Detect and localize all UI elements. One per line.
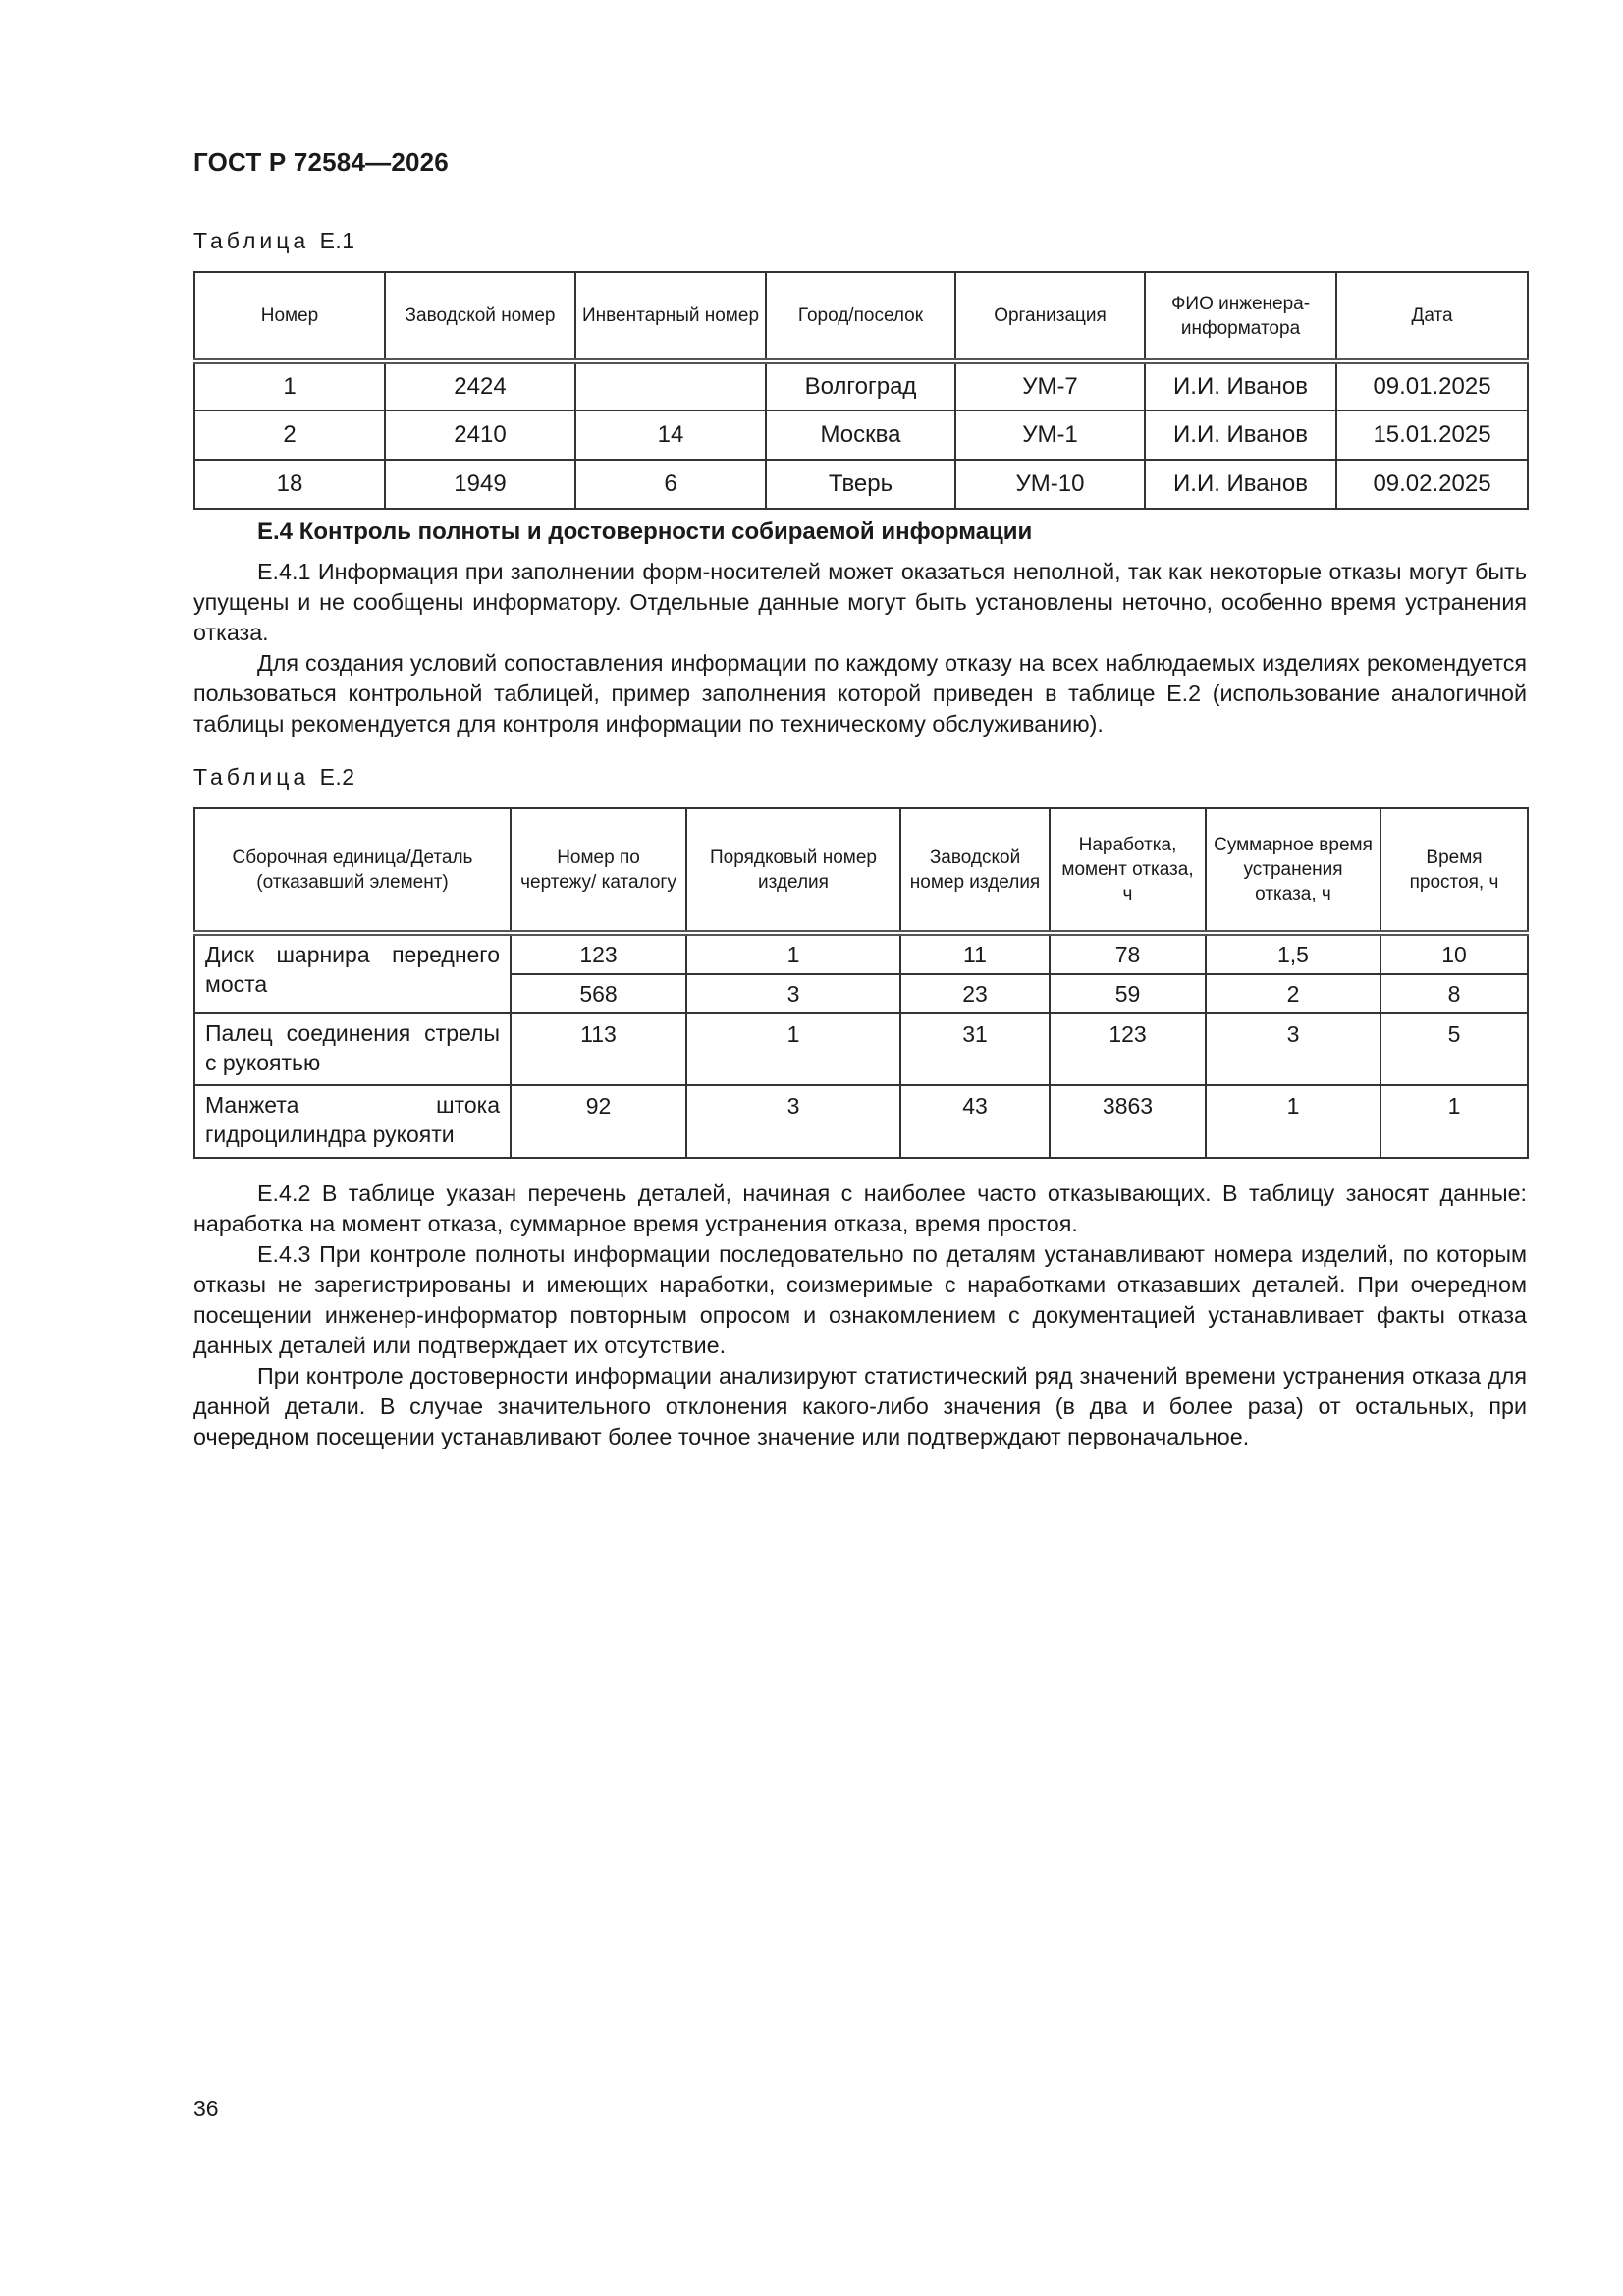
table-e1-caption — [193, 228, 355, 254]
table-e2-header-cell: Порядковый номер изделия — [686, 808, 900, 933]
table-cell: УМ-1 — [955, 410, 1145, 460]
table-cell: 78 — [1050, 933, 1206, 974]
table-row — [194, 410, 1528, 460]
page-number: 36 — [193, 2096, 219, 2121]
table-cell: Москва — [766, 410, 955, 460]
table-row — [194, 933, 1528, 974]
table-cell: 3 — [686, 1085, 900, 1158]
table-cell: УМ-7 — [955, 361, 1145, 410]
table-cell: 92 — [511, 1085, 686, 1158]
table-cell: 113 — [511, 1013, 686, 1085]
table-cell: 3 — [686, 974, 900, 1013]
table-cell: 1 — [1380, 1085, 1528, 1158]
table-cell: И.И. Иванов — [1145, 460, 1336, 509]
table-cell: 09.01.2025 — [1336, 361, 1528, 410]
document-code: ГОСТ Р 72584—2026 — [193, 147, 449, 177]
table-cell: 1,5 — [1206, 933, 1380, 974]
table-e1-header-cell: Инвентарный номер — [575, 272, 766, 361]
table-e2 — [193, 807, 1529, 1159]
table-cell: 15.01.2025 — [1336, 410, 1528, 460]
table-row — [194, 1013, 1528, 1085]
section-title: Е.4 Контроль полноты и достоверности собираемой информации — [257, 519, 1033, 545]
table-cell: 10 — [1380, 933, 1528, 974]
table-cell: 2 — [1206, 974, 1380, 1013]
table-cell: И.И. Иванов — [1145, 410, 1336, 460]
part-name-cell: Диск шарнира переднего моста — [194, 933, 511, 1013]
table-cell: 1 — [1206, 1085, 1380, 1158]
table-e1-header-cell: Дата — [1336, 272, 1528, 361]
table-e2-header-row — [194, 808, 1528, 933]
table-e2-header-cell: Заводской номер изделия — [900, 808, 1050, 933]
table-cell: 59 — [1050, 974, 1206, 1013]
table-cell: 123 — [1050, 1013, 1206, 1085]
table-cell: 6 — [575, 460, 766, 509]
part-name-cell: Манжета штока гидроцилиндра рукояти — [194, 1085, 511, 1158]
table-e2-header-cell: Наработка, момент отказа, ч — [1050, 808, 1206, 933]
table-cell: И.И. Иванов — [1145, 361, 1336, 410]
table-cell: 2410 — [385, 410, 575, 460]
part-name-cell: Палец соединения стрелы с рукоятью — [194, 1013, 511, 1085]
table-cell — [575, 361, 766, 410]
table-cell: 31 — [900, 1013, 1050, 1085]
table-cell: 11 — [900, 933, 1050, 974]
paragraph-e4-3: Е.4.3 При контроле полноты информации последовательно по деталям устанавливают номера изделий, по которым отказы не зарегистрированы и имеющих наработки, соизмеримые с наработками отказавших деталей. При очередном посещении инженер-информатор повторным опросом и ознакомлением с документацией устанавливает факты отказа данных деталей или подтверждает их отсутствие. — [193, 1241, 1527, 1358]
table-e1-header-cell: Заводской номер — [385, 272, 575, 361]
table-cell: 1 — [686, 1013, 900, 1085]
table-e1-header-cell: Номер — [194, 272, 385, 361]
paragraph-control-table: Для создания условий сопоставления информации по каждому отказу на всех наблюдаемых изделиях рекомендуется пользоваться контрольной таблицей, пример заполнения которой приведен в таблице Е.2 (использование аналогичной таблицы рекомендуется для контроля информации по техническому обслуживанию). — [193, 650, 1527, 737]
table-cell: 3 — [1206, 1013, 1380, 1085]
table-e1-header-cell: Организация — [955, 272, 1145, 361]
table-cell: 1949 — [385, 460, 575, 509]
table-e2-caption-number: Е.2 — [319, 764, 355, 790]
table-row — [194, 1085, 1528, 1158]
table-e1-header-cell: Город/поселок — [766, 272, 955, 361]
table-cell: 18 — [194, 460, 385, 509]
table-e1-header-row — [194, 272, 1528, 361]
table-e1-header-cell: ФИО инженера-информатора — [1145, 272, 1336, 361]
table-cell: 2424 — [385, 361, 575, 410]
table-cell: 2 — [194, 410, 385, 460]
table-cell: 123 — [511, 933, 686, 974]
table-e2-header-cell: Суммарное время устранения отказа, ч — [1206, 808, 1380, 933]
table-row — [194, 361, 1528, 410]
table-row — [194, 460, 1528, 509]
table-cell: 14 — [575, 410, 766, 460]
table-cell: Тверь — [766, 460, 955, 509]
table-cell: Волгоград — [766, 361, 955, 410]
table-cell: УМ-10 — [955, 460, 1145, 509]
table-cell: 568 — [511, 974, 686, 1013]
table-cell: 1 — [686, 933, 900, 974]
paragraph-e4-2: Е.4.2 В таблице указан перечень деталей, начиная с наиболее часто отказывающих. В таблицу заносят данные: наработка на момент отказа, суммарное время устранения отказа, время простоя. — [193, 1180, 1527, 1236]
table-cell: 3863 — [1050, 1085, 1206, 1158]
paragraph-reliability-control: При контроле достоверности информации анализируют статистический ряд значений времени устранения отказа для данной детали. В случае значительного отклонения какого-либо значения (в два и более раза) от остальных, при очередном посещении устанавливают более точное значение или подтверждают первоначальное. — [193, 1363, 1527, 1449]
table-cell: 5 — [1380, 1013, 1528, 1085]
table-e2-header-cell: Сборочная единица/Деталь (отказавший элемент) — [194, 808, 511, 933]
table-e2-header-cell: Номер по чертежу/ каталогу — [511, 808, 686, 933]
table-e1-caption-number: Е.1 — [319, 228, 355, 253]
table-cell: 43 — [900, 1085, 1050, 1158]
table-e2-caption-word: Таблица — [193, 764, 310, 790]
table-cell: 8 — [1380, 974, 1528, 1013]
table-cell: 1 — [194, 361, 385, 410]
table-e2-caption — [193, 764, 355, 791]
table-e1-caption-word: Таблица — [193, 228, 310, 253]
table-e2-header-cell: Время простоя, ч — [1380, 808, 1528, 933]
table-cell: 09.02.2025 — [1336, 460, 1528, 509]
table-cell: 23 — [900, 974, 1050, 1013]
paragraph-e4-1: Е.4.1 Информация при заполнении форм-носителей может оказаться неполной, так как некоторые отказы могут быть упущены и не сообщены информатору. Отдельные данные могут быть установлены неточно, особенно время устранения отказа. — [193, 559, 1527, 645]
table-e1 — [193, 271, 1529, 510]
